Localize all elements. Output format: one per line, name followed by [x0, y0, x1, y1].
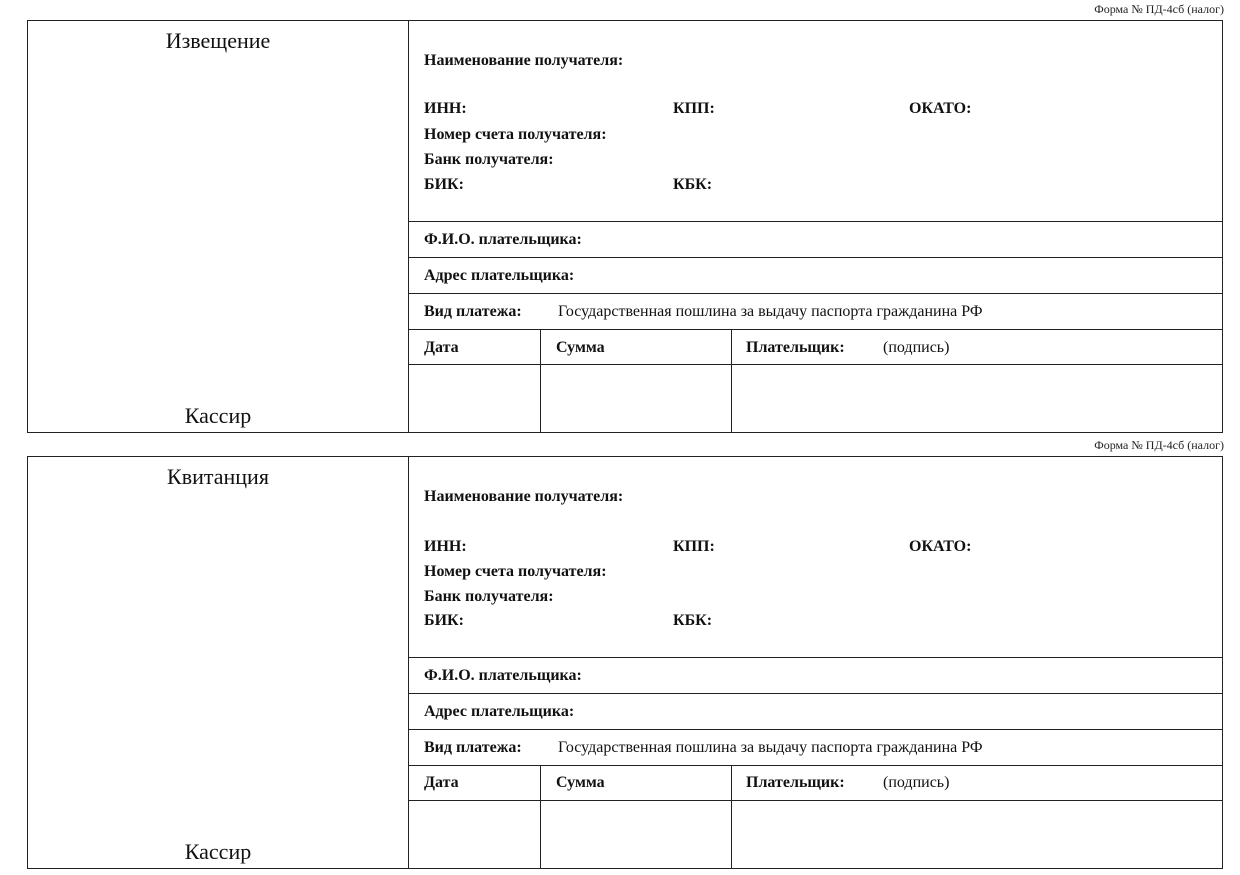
- divider: [409, 364, 1222, 365]
- form-code-receipt: Форма № ПД-4сб (налог): [1094, 438, 1224, 452]
- notice-left-panel: [28, 21, 409, 432]
- divider: [409, 257, 1222, 258]
- form-code-notice: Форма № ПД-4сб (налог): [1094, 2, 1224, 16]
- notice-cashier-label: Кассир: [184, 403, 252, 428]
- sum-label: Сумма: [556, 774, 605, 791]
- payer-label: Плательщик:: [746, 339, 845, 356]
- column-divider: [540, 329, 541, 432]
- divider: [409, 329, 1222, 330]
- receipt-title: Квитанция: [167, 464, 269, 489]
- payment-type-value: Государственная пошлина за выдачу паспорта гражданина РФ: [558, 739, 983, 756]
- receipt-cashier-label: Кассир: [184, 839, 252, 864]
- divider: [409, 729, 1222, 730]
- notice-right-panel: [409, 21, 1222, 432]
- recipient-name-label: Наименование получателя:: [424, 52, 624, 69]
- signature-label: (подпись): [883, 339, 950, 356]
- inn-label: ИНН:: [424, 538, 467, 555]
- payment-type-value: Государственная пошлина за выдачу паспорта гражданина РФ: [558, 303, 983, 320]
- okato-label: ОКАТО:: [909, 100, 972, 117]
- divider: [409, 221, 1222, 222]
- payer-name-label: Ф.И.О. плательщика:: [424, 667, 582, 684]
- payment-type-label: Вид платежа:: [424, 739, 522, 756]
- receipt-left-panel: [28, 457, 409, 868]
- divider: [409, 693, 1222, 694]
- payer-name-label: Ф.И.О. плательщика:: [424, 231, 582, 248]
- payment-type-label: Вид платежа:: [424, 303, 522, 320]
- column-divider: [540, 765, 541, 868]
- column-divider: [731, 329, 732, 432]
- okato-label: ОКАТО:: [909, 538, 972, 555]
- date-label: Дата: [424, 774, 459, 791]
- kbk-label: КБК:: [673, 612, 713, 629]
- account-label: Номер счета получателя:: [424, 563, 607, 580]
- kpp-label: КПП:: [673, 100, 715, 117]
- bik-label: БИК:: [424, 612, 464, 629]
- recipient-name-label: Наименование получателя:: [424, 488, 624, 505]
- notice-title: Извещение: [165, 28, 271, 53]
- column-divider: [731, 765, 732, 868]
- account-label: Номер счета получателя:: [424, 126, 607, 143]
- payer-label: Плательщик:: [746, 774, 845, 791]
- date-label: Дата: [424, 339, 459, 356]
- kbk-label: КБК:: [673, 176, 713, 193]
- bik-label: БИК:: [424, 176, 464, 193]
- bank-label: Банк получателя:: [424, 151, 554, 168]
- payer-address-label: Адрес плательщика:: [424, 267, 575, 284]
- sum-label: Сумма: [556, 339, 605, 356]
- divider: [409, 765, 1222, 766]
- divider: [409, 293, 1222, 294]
- notice-form: [27, 20, 1223, 433]
- receipt-form: [27, 456, 1223, 869]
- signature-label: (подпись): [883, 774, 950, 791]
- payer-address-label: Адрес плательщика:: [424, 703, 575, 720]
- bank-label: Банк получателя:: [424, 588, 554, 605]
- divider: [409, 800, 1222, 801]
- inn-label: ИНН:: [424, 100, 467, 117]
- receipt-right-panel: [409, 457, 1222, 868]
- kpp-label: КПП:: [673, 538, 715, 555]
- divider: [409, 657, 1222, 658]
